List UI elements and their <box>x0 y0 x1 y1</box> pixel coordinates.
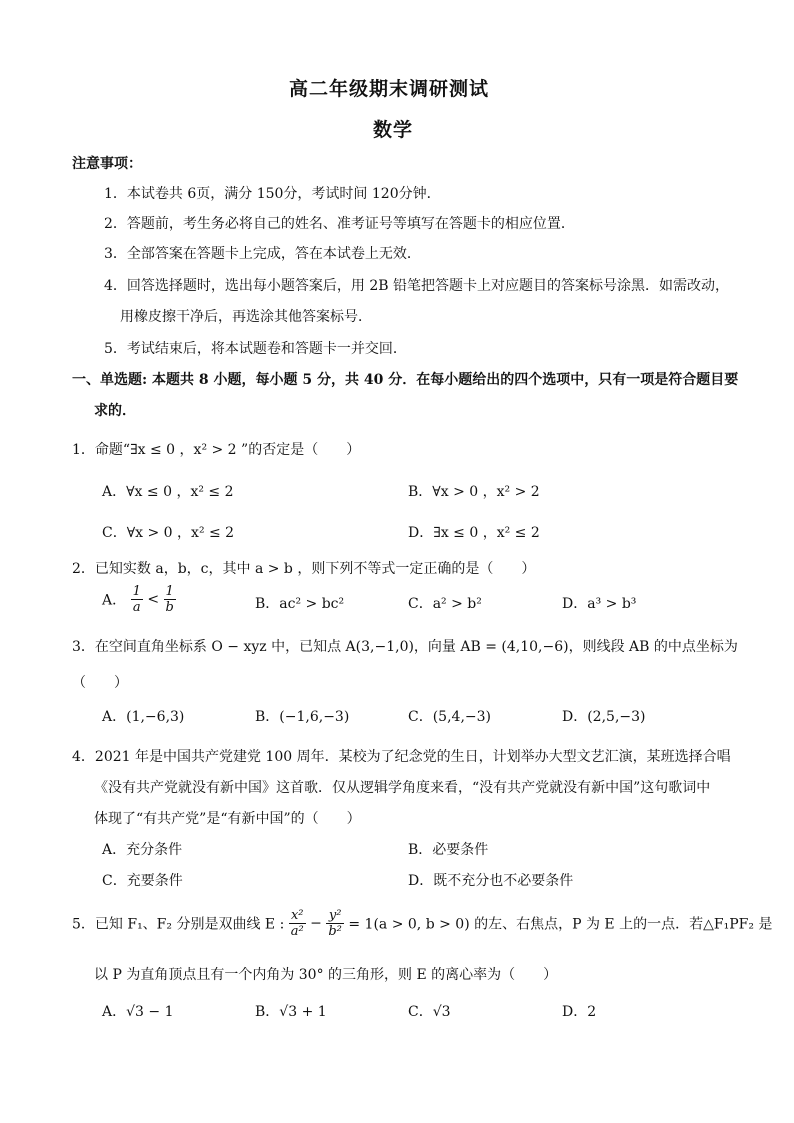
q2-fraction-1a: $\frac{1}{a}$ <box>132 584 141 615</box>
section-heading-cont: 求的． <box>94 403 136 419</box>
q4-option-b: B．必要条件 <box>408 842 489 858</box>
note-item: 1．本试卷共 6页，满分 150分，考试时间 120分钟． <box>104 186 441 202</box>
q3-option-c: C．(5,4,−3) <box>408 709 491 725</box>
question-5-stem <box>72 908 772 939</box>
notes-heading: 注意事项： <box>72 156 142 172</box>
q2-option-d: D．a³ > b³ <box>562 596 637 612</box>
question-4-stem-cont: 《没有共产党就没有新中国》这首歌．仅从逻辑学角度来看，“没有共产党就没有新中国”这句歌词中 <box>94 780 711 796</box>
question-3-stem: 3．在空间直角坐标系 O − xyz 中，已知点 A(3,−1,0)，向量 AB = (4,10,−6)，则线段 AB 的中点坐标为 <box>72 639 738 655</box>
q5-option-c: C．√3 <box>408 1004 451 1020</box>
q1-option-a: A．∀x ≤ 0 ，x² ≤ 2 <box>102 484 234 500</box>
note-item: 3．全部答案在答题卡上完成，答在本试卷上无效． <box>104 246 421 262</box>
question-2-stem: 2．已知实数 a，b，c，其中 a > b ，则下列不等式一定正确的是（ ） <box>72 561 536 577</box>
q3-option-a: A．(1,−6,3) <box>102 709 185 725</box>
q5-option-d: D．2 <box>562 1004 597 1020</box>
q1-option-b: B．∀x > 0 ，x² > 2 <box>408 484 540 500</box>
q5-stem-pre: 5．已知 F₁、F₂ 分别是双曲线 E : <box>72 916 285 933</box>
question-3-stem-cont: （ ） <box>72 675 128 691</box>
question-4-stem-cont: 体现了“有共产党”是“有新中国”的（ ） <box>94 811 361 827</box>
q2-option-b: B．ac² > bc² <box>255 596 345 612</box>
note-item: 4．回答选择题时，选出每小题答案后，用 2B 铅笔把答题卡上对应题目的答案标号涂黑．如需改动， <box>104 278 730 294</box>
q4-option-c: C．充要条件 <box>102 873 183 889</box>
q5-stem-post: = 1(a > 0, b > 0) 的左、右焦点，P 为 E 上的一点．若△F₁PF₂ 是 <box>348 916 773 933</box>
q2-option-a <box>102 584 176 615</box>
question-5-stem-cont: 以 P 为直角顶点且有一个内角为 30° 的三角形，则 E 的离心率为（ ） <box>94 967 558 983</box>
q2-option-c: C．a² > b² <box>408 596 482 612</box>
q5-minus: − <box>310 915 322 932</box>
q5-option-a: A．√3 − 1 <box>102 1004 174 1020</box>
question-4-stem: 4．2021 年是中国共产党建党 100 周年．某校为了纪念党的生日，计划举办大型文艺汇演，某班选择合唱 <box>72 749 731 765</box>
note-item: 用橡皮擦干净后，再选涂其他答案标号． <box>120 309 372 325</box>
note-item: 2．答题前，考生务必将自己的姓名、准考证号等填写在答题卡的相应位置． <box>104 216 575 232</box>
subject-title: 数学 <box>373 119 414 141</box>
q1-option-c: C．∀x > 0 ，x² ≤ 2 <box>102 525 235 541</box>
q5-fraction-y: $\frac{\text{y²}}{\text{b²}}$ <box>328 908 342 939</box>
q5-fraction-x: $\frac{\text{x²}}{\text{a²}}$ <box>290 908 304 939</box>
q2-fraction-1b: $\frac{1}{b}$ <box>165 584 174 615</box>
q1-option-d: D．∃x ≤ 0 ，x² ≤ 2 <box>408 525 540 541</box>
q4-option-a: A．充分条件 <box>102 842 183 858</box>
q2-relation: < <box>147 591 160 608</box>
question-1-stem: 1．命题“∃x ≤ 0 ，x² > 2 ”的否定是（ ） <box>72 442 361 458</box>
q5-option-b: B．√3 + 1 <box>255 1004 327 1020</box>
section-heading: 一、单选题: 本题共 8 小题，每小题 5 分，共 40 分．在每小题给出的四个选项中，只有一项是符合题目要 <box>72 372 739 388</box>
page-title: 高二年级期末调研测试 <box>289 78 490 100</box>
q3-option-d: D．(2,5,−3) <box>562 709 646 725</box>
q3-option-b: B．(−1,6,−3) <box>255 709 350 725</box>
q2-option-a-label: A． <box>102 592 127 609</box>
note-item: 5．考试结束后，将本试题卷和答题卡一并交回． <box>104 341 407 357</box>
q4-option-d: D．既不充分也不必要条件 <box>408 873 574 889</box>
